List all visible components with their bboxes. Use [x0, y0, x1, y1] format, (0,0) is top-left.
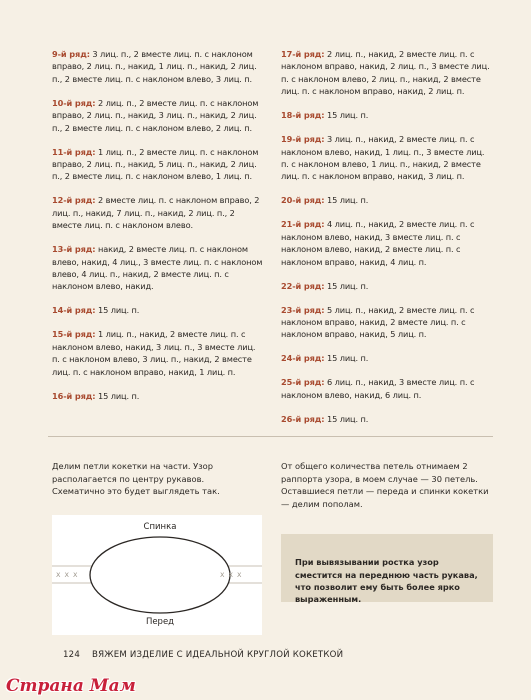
- pattern-row: [281, 413, 491, 425]
- pattern-row: [281, 133, 491, 183]
- row-text: 2 лиц. п., накид, 2 вместе лиц. п. с наклоном вправо, накид, 2 лиц. п., 3 вместе лиц. п. с наклоном влево, 2 лиц. п., накид, 2 вместе лиц. п. с наклоном вправо, накид, 2 лиц. п.: [281, 49, 490, 97]
- pattern-row: [281, 280, 491, 292]
- pattern-row: [281, 48, 491, 98]
- pattern-row: [52, 97, 264, 134]
- row-label: 24-й ряд:: [281, 353, 325, 364]
- row-text: 3 лиц. п., 2 вместе лиц. п. с наклоном вправо, 2 лиц. п., накид, 1 лиц. п., накид, 2 лиц. п., 2 вместе лиц. п. с наклоном влево, 3 лиц. п.: [52, 49, 257, 84]
- row-label: 10-й ряд:: [52, 97, 96, 108]
- pattern-row: [281, 352, 491, 364]
- row-label: 26-й ряд:: [281, 413, 325, 424]
- pattern-row: [281, 218, 491, 268]
- tip-box: [281, 534, 493, 605]
- row-label: 23-й ряд:: [281, 304, 325, 315]
- row-text: 6 лиц. п., накид, 3 вместе лиц. п. с наклоном влево, накид, 6 лиц. п.: [281, 377, 475, 400]
- row-label: 20-й ряд:: [281, 195, 325, 206]
- row-label: 14-й ряд:: [52, 305, 96, 316]
- pattern-row: [52, 390, 264, 402]
- row-label: 25-й ряд:: [281, 377, 325, 388]
- rows-column-right: [281, 48, 491, 437]
- row-text: 15 лиц. п.: [324, 110, 369, 121]
- row-label: 9-й ряд:: [52, 49, 90, 59]
- back-label: Спинка: [143, 522, 177, 532]
- row-label: 19-й ряд:: [281, 134, 325, 145]
- tip-text: При вывязывании ростка узор сместится на переднюю часть рукава, что позволит ему быть более ярко выраженным.: [295, 557, 478, 605]
- row-text: 3 лиц. п., накид, 2 вместе лиц. п. с наклоном влево, накид, 1 лиц. п., 3 вместе лиц. п. с наклоном влево, 1 лиц. п., накид, 2 вместе лиц. п. с наклоном вправо, накид, 3 лиц. п.: [281, 134, 485, 182]
- pattern-row: [52, 304, 264, 316]
- pattern-row: [281, 194, 491, 206]
- row-text: 15 лиц. п.: [324, 413, 369, 424]
- row-label: 15-й ряд:: [52, 329, 96, 340]
- row-label: 12-й ряд:: [52, 195, 96, 206]
- yoke-diagram: [52, 515, 262, 635]
- section-divider: [48, 436, 493, 437]
- yoke-ellipse: [90, 537, 230, 613]
- pattern-row: [281, 376, 491, 401]
- row-text: 1 лиц. п., накид, 2 вместе лиц. п. с наклоном влево, накид, 3 лиц. п., 3 вместе лиц. п. с наклоном влево, 3 лиц. п., накид, 2 вместе лиц. п. с наклоном вправо, накид, 1 лиц. п.: [52, 329, 256, 377]
- row-text: накид, 2 вместе лиц. п. с наклоном влево, накид, 4 лиц., 3 вместе лиц. п. с наклоном влево, 4 лиц. п., накид, 2 вместе лиц. п. с наклоном влево, накид.: [52, 244, 263, 292]
- paragraph-right: От общего количества петель отнимаем 2 раппорта узора, в моем случае — 30 петель. Оставшиеся петли — переда и спинки кокетки — делим пополам.: [281, 461, 489, 509]
- sleeve-marks-right: X X X: [220, 571, 243, 579]
- pattern-row: [52, 48, 264, 85]
- pattern-row: [52, 194, 264, 231]
- row-label: 16-й ряд:: [52, 390, 96, 401]
- front-label: Перед: [145, 617, 175, 627]
- watermark-logo: Страна Мам: [6, 676, 136, 696]
- row-label: 22-й ряд:: [281, 280, 325, 291]
- pattern-row: [281, 304, 491, 341]
- row-text: 15 лиц. п.: [95, 390, 140, 401]
- row-text: 15 лиц. п.: [324, 280, 369, 291]
- sleeve-marks-left: X X X: [56, 571, 79, 579]
- page-footer: [63, 650, 343, 660]
- row-text: 4 лиц. п., накид, 2 вместе лиц. п. с наклоном влево, накид, 3 вместе лиц. п. с наклоном влево, накид, 2 вместе лиц. п. с наклоном вправо, накид, 4 лиц. п.: [281, 219, 475, 267]
- row-label: 11-й ряд:: [52, 146, 96, 157]
- yoke-diagram-svg: [52, 515, 262, 635]
- row-label: 18-й ряд:: [281, 110, 325, 121]
- paragraph-left: Делим петли кокетки на части. Узор располагается по центру рукавов. Схематично это будет выглядеть так.: [52, 461, 220, 497]
- rows-column-left: [52, 48, 264, 414]
- row-text: 1 лиц. п., 2 вместе лиц. п. с наклоном вправо, 2 лиц. п., накид, 5 лиц. п., накид, 2 лиц. п., 2 вместе лиц. п. с наклоном влево, 1 лиц. п.: [52, 146, 259, 182]
- row-text: 5 лиц. п., накид, 2 вместе лиц. п. с наклоном вправо, накид, 2 вместе лиц. п. с наклоном вправо, накид, 5 лиц. п.: [281, 304, 475, 340]
- row-label: 13-й ряд:: [52, 244, 96, 255]
- running-title: ВЯЖЕМ ИЗДЕЛИЕ С ИДЕАЛЬНОЙ КРУГЛОЙ КОКЕТКОЙ: [92, 650, 344, 660]
- pattern-row: [52, 243, 264, 293]
- pattern-row: [52, 328, 264, 378]
- row-label: 21-й ряд:: [281, 219, 325, 230]
- row-text: 15 лиц. п.: [95, 305, 140, 316]
- pattern-row: [281, 109, 491, 121]
- row-text: 2 лиц. п., 2 вместе лиц. п. с наклоном вправо, 2 лиц. п., накид, 3 лиц. п., накид, 2 лиц. п., 2 вместе лиц. п. с наклоном влево, 2 лиц. п.: [52, 97, 259, 133]
- row-text: 15 лиц. п.: [324, 353, 369, 364]
- row-label: 17-й ряд:: [281, 49, 325, 59]
- row-text: 2 вместе лиц. п. с наклоном вправо, 2 лиц. п., накид, 7 лиц. п., накид, 2 лиц. п., 2 вместе лиц. п. с наклоном влево.: [52, 195, 260, 231]
- row-text: 15 лиц. п.: [324, 195, 369, 206]
- page-number: 124: [63, 650, 81, 660]
- pattern-row: [52, 146, 264, 183]
